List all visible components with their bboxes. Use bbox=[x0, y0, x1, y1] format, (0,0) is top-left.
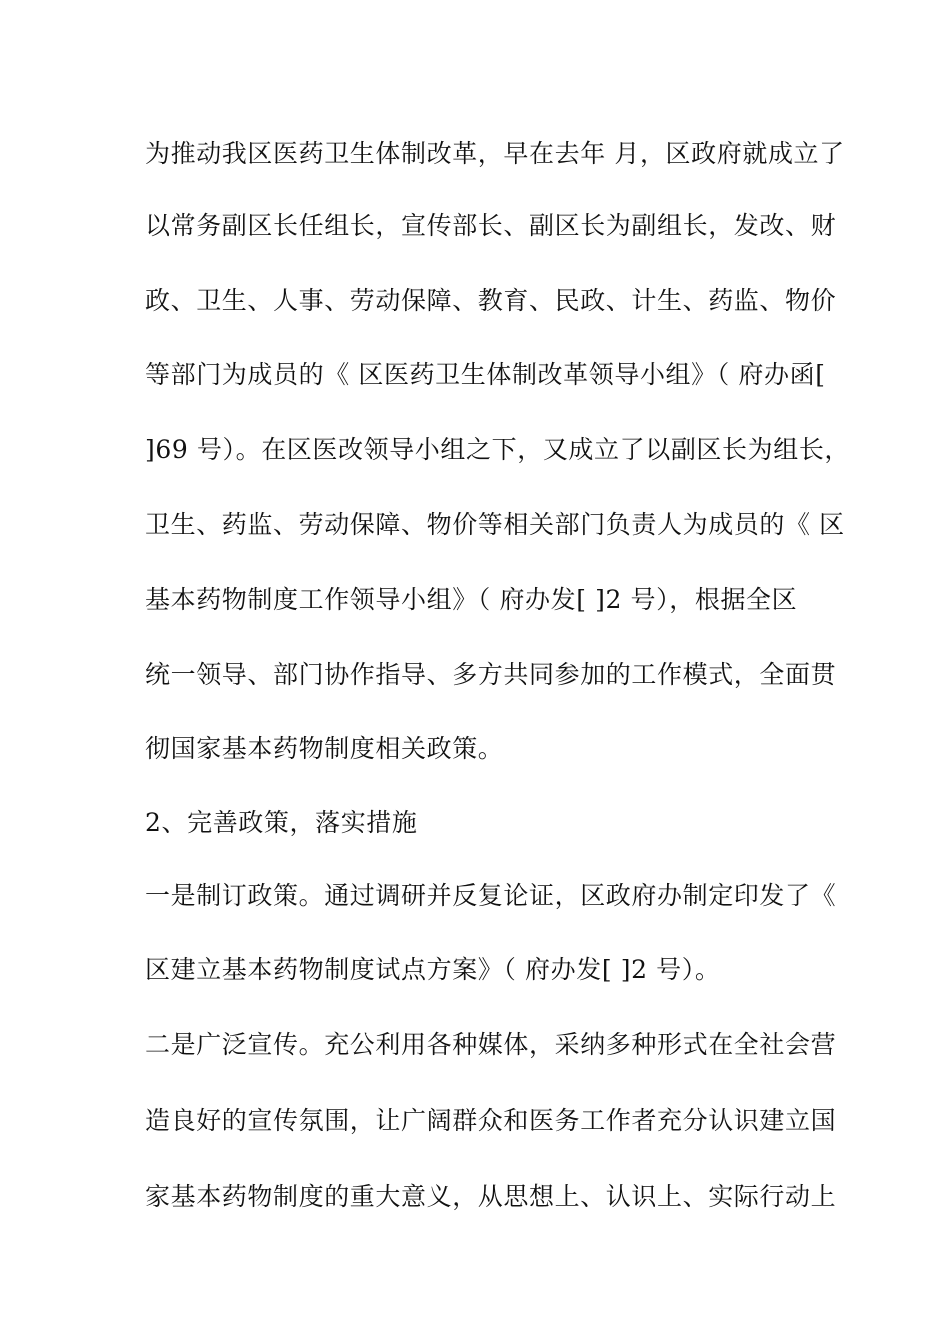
text-line: 彻国家基本药物制度相关政策。 bbox=[145, 734, 504, 763]
text-line: 政、卫生、人事、劳动保障、教育、民政、计生、药监、物价 bbox=[145, 286, 837, 315]
text-line: 统一领导、部门协作指导、多方共同参加的工作模式，全面贯 bbox=[145, 660, 837, 689]
text-line: 以常务副区长任组长，宣传部长、副区长为副组长，发改、财 bbox=[145, 211, 837, 240]
text-line: 一是制订政策。通过调研并反复论证，区政府办制定印发了《 bbox=[145, 881, 837, 910]
text-line: 为推动我区医药卫生体制改革，早在去年 月，区政府就成立了 bbox=[145, 139, 845, 168]
text-line: 造良好的宣传氛围，让广阔群众和医务工作者充分认识建立国 bbox=[145, 1106, 837, 1135]
text-line: 等部门为成员的《 区医药卫生体制改革领导小组》（ 府办函[ bbox=[145, 360, 826, 389]
text-line: 卫生、药监、劳动保障、物价等相关部门负责人为成员的《 区 bbox=[145, 510, 845, 539]
section-heading: 2、完善政策，落实措施 bbox=[145, 808, 418, 837]
text-line: 基本药物制度工作领导小组》（ 府办发[ ]2 号），根据全区 bbox=[145, 585, 798, 614]
text-line: 区建立基本药物制度试点方案》（ 府办发[ ]2 号）。 bbox=[145, 955, 721, 984]
text-line: ]69 号）。在区医改领导小组之下，又成立了以副区长为组长， bbox=[145, 435, 851, 464]
text-line: 家基本药物制度的重大意义，从思想上、认识上、实际行动上 bbox=[145, 1182, 837, 1211]
text-line: 二是广泛宣传。充公利用各种媒体，采纳多种形式在全社会营 bbox=[145, 1030, 837, 1059]
